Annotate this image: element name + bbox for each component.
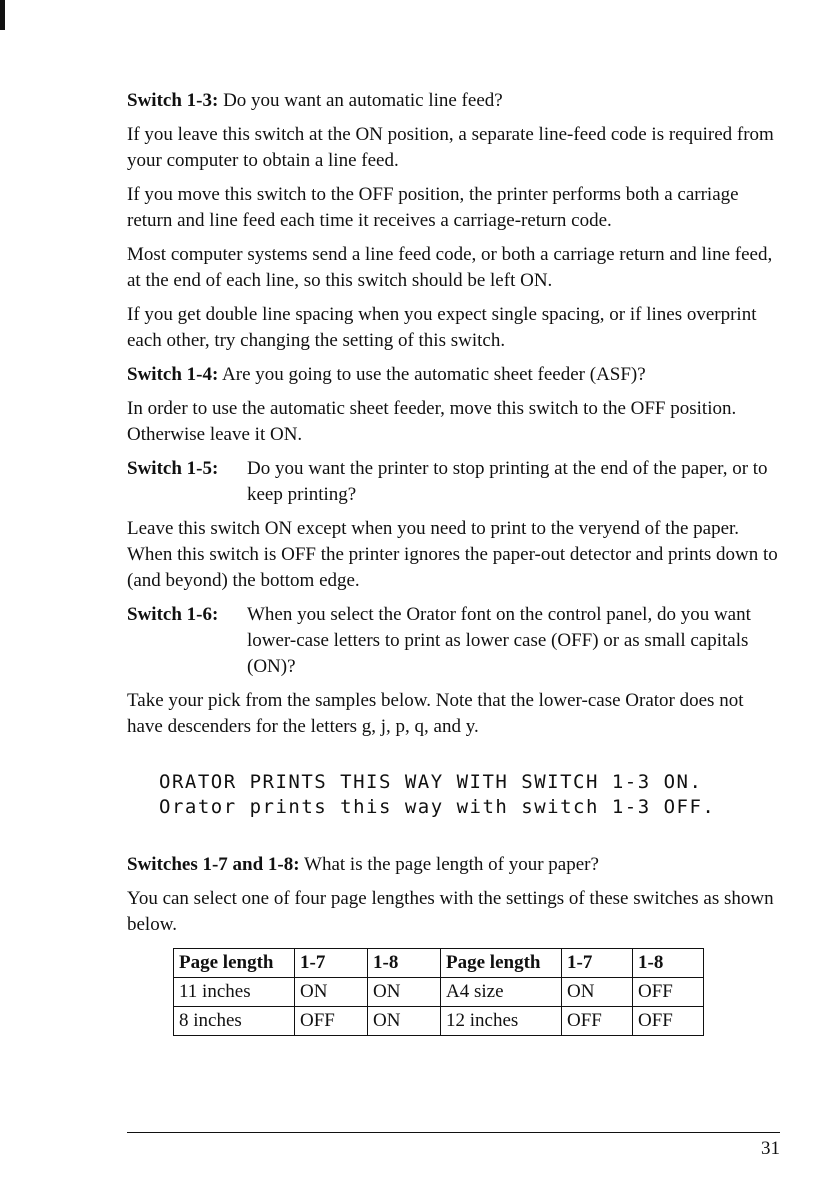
orator-font-sample: [159, 770, 782, 820]
paragraph: In order to use the automatic sheet feeder, move this switch to the OFF position. Otherwise leave it ON.: [127, 398, 737, 445]
paragraph: If you get double line spacing when you expect single spacing, or if lines overprint each other, try changing the setting of this switch.: [127, 304, 757, 351]
table-cell: 11 inches: [174, 978, 295, 1007]
table-cell: OFF: [295, 1007, 368, 1036]
table-row: [174, 1007, 704, 1036]
page-number: 31: [761, 1138, 780, 1159]
page-body: [127, 88, 782, 1036]
switch-1-5-heading: [127, 456, 782, 508]
switch-label: Switches 1-7 and 1-8:: [127, 854, 300, 875]
switch-1-7-1-8-heading: [127, 852, 782, 878]
switch-question: What is the page length of your paper?: [304, 854, 599, 875]
table-header-row: [174, 949, 704, 978]
footer-rule: [127, 1132, 780, 1133]
switch-question: Do you want an automatic line feed?: [223, 90, 503, 111]
sample-line-off: Orator prints this way with switch 1-3 OFF.: [159, 796, 716, 818]
switch-label: Switch 1-5:: [127, 458, 219, 479]
paragraph: If you move this switch to the OFF position, the printer performs both a carriage return and line feed each time it receives a carriage-return code.: [127, 184, 739, 231]
page-length-table: [173, 948, 704, 1036]
paragraph: Take your pick from the samples below. Note that the lower-case Orator does not have descenders for the letters g, j, p, q, and y.: [127, 690, 744, 737]
table-header: Page length: [174, 949, 295, 978]
table-row: [174, 978, 704, 1007]
switch-label: Switch 1-6:: [127, 604, 219, 625]
table-cell: ON: [295, 978, 368, 1007]
switch-1-6-heading: [127, 602, 782, 680]
table-cell: ON: [368, 1007, 441, 1036]
switch-1-3-heading: [127, 88, 782, 114]
sample-line-on: ORATOR PRINTS THIS WAY WITH SWITCH 1-3 ON.: [159, 771, 703, 793]
table-cell: A4 size: [441, 978, 562, 1007]
table-cell: ON: [368, 978, 441, 1007]
table-cell: 12 inches: [441, 1007, 562, 1036]
paragraph: Most computer systems send a line feed code, or both a carriage return and line feed, at the end of each line, so this switch should be left ON.: [127, 244, 773, 291]
table-header: 1-8: [633, 949, 704, 978]
table-header: 1-8: [368, 949, 441, 978]
table-header: Page length: [441, 949, 562, 978]
paragraph: You can select one of four page lengthes with the settings of these switches as shown below.: [127, 888, 774, 935]
paragraph: Leave this switch ON except when you need to print to the veryend of the paper. When this switch is OFF the printer ignores the paper-out detector and prints down to (and beyond) the bottom edge.: [127, 518, 778, 591]
table-cell: OFF: [562, 1007, 633, 1036]
switch-label: Switch 1-3:: [127, 90, 219, 111]
scan-edge-mark: [0, 0, 5, 30]
switch-1-4-heading: [127, 362, 782, 388]
switch-question: Are you going to use the automatic sheet feeder (ASF)?: [222, 364, 646, 385]
table-cell: OFF: [633, 1007, 704, 1036]
table-header: 1-7: [295, 949, 368, 978]
table-cell: ON: [562, 978, 633, 1007]
switch-label: Switch 1-4:: [127, 364, 219, 385]
table-header: 1-7: [562, 949, 633, 978]
switch-question: When you select the Orator font on the control panel, do you want lower-case letters to print as lower case (OFF) or as small capitals (ON)?: [247, 604, 751, 677]
paragraph: If you leave this switch at the ON position, a separate line-feed code is required from your computer to obtain a line feed.: [127, 124, 774, 171]
table-cell: OFF: [633, 978, 704, 1007]
table-cell: 8 inches: [174, 1007, 295, 1036]
switch-question: Do you want the printer to stop printing at the end of the paper, or to keep printing?: [247, 458, 768, 505]
